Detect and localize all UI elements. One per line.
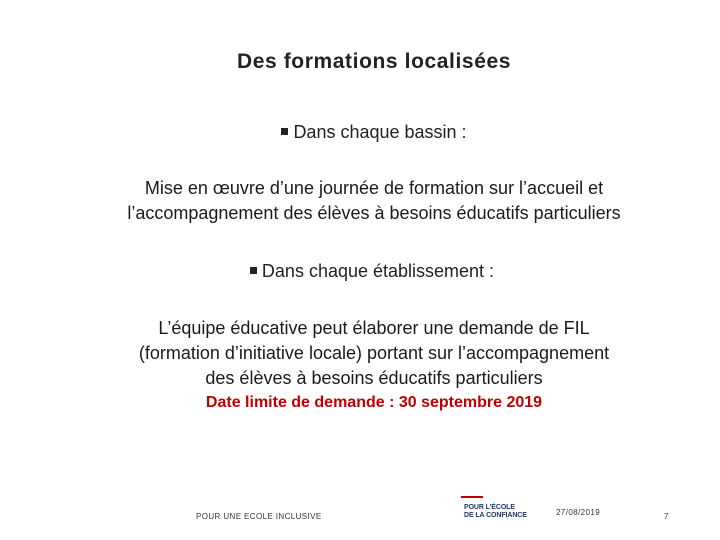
paragraph-bassin: [20, 176, 720, 226]
ecole-confiance-logo: [461, 496, 553, 524]
square-bullet-icon: [250, 267, 257, 274]
logo-line-2: DE LA CONFIANCE: [464, 512, 527, 519]
bullet-bassin-label: Dans chaque bassin :: [293, 122, 467, 142]
paragraph-etablissement: [20, 316, 720, 391]
paragraph-line: l’accompagnement des élèves à besoins éducatifs particuliers: [127, 203, 621, 223]
footer-date: 27/08/2019: [556, 508, 601, 517]
bullet-etablissement-label: Dans chaque établissement :: [261, 261, 495, 281]
square-bullet-icon: [281, 128, 288, 135]
bullet-bassin: [0, 122, 720, 143]
deadline-text: Date limite de demande : 30 septembre 2019: [205, 394, 543, 411]
paragraph-line: des élèves à besoins éducatifs particuliers: [205, 368, 543, 388]
paragraph-line: L’équipe éducative peut élaborer une demande de FIL: [158, 318, 590, 338]
logo-accent-bar: [461, 496, 483, 498]
paragraph-line: Mise en œuvre d’une journée de formation sur l’accueil et: [144, 178, 604, 198]
footer-left-text: POUR UNE ECOLE INCLUSIVE: [196, 512, 322, 521]
paragraph-line: (formation d’initiative locale) portant sur l’accompagnement: [138, 343, 610, 363]
bullet-etablissement: [0, 261, 720, 282]
page-number: 7: [664, 512, 669, 521]
slide-title: Des formations localisées: [236, 50, 512, 73]
logo-line-1: POUR L’ÉCOLE: [464, 504, 515, 511]
